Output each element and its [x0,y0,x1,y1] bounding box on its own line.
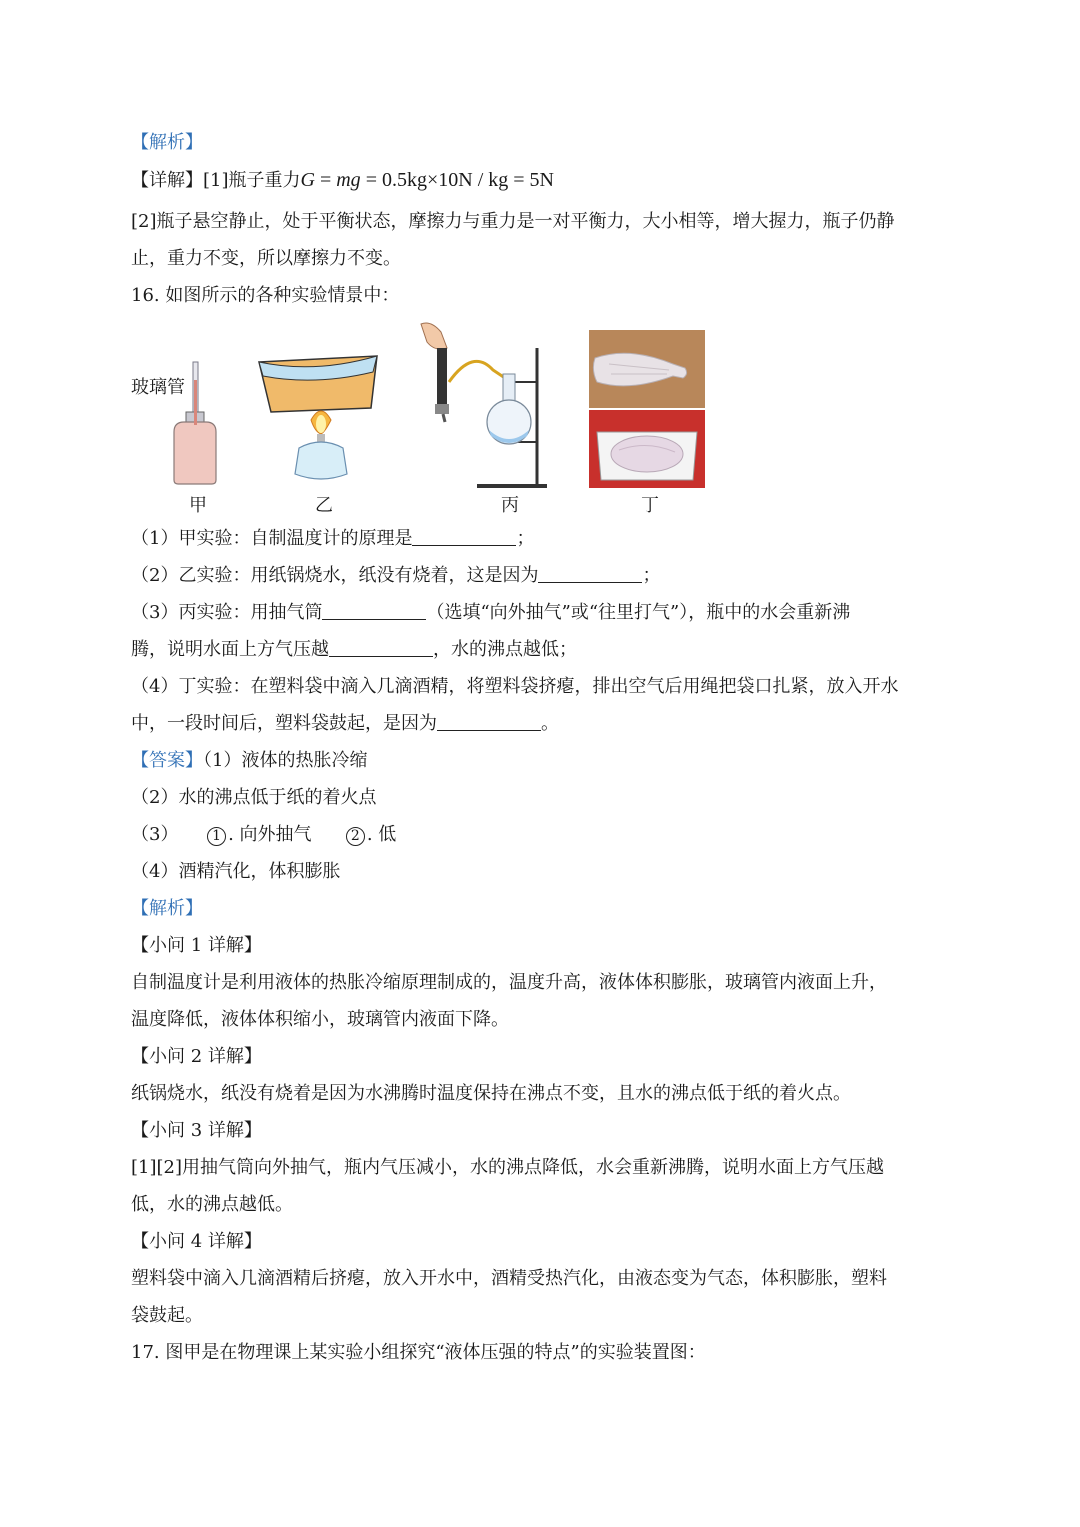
detail-2-line-1: [2]瓶子悬空静止，处于平衡状态，摩擦力与重力是一对平衡力，大小相等，增大握力，瓶子仍静 [131,211,895,232]
answer-line-2: （2）水的沸点低于纸的着火点 [131,787,377,808]
answer-line-3: （3） 1 . 向外抽气 2 . 低 [131,824,397,845]
sub-1-head: 【小问 1 详解】 [131,935,262,956]
fig-label-bing: 丙 [501,495,519,516]
fig-label-yi: 乙 [315,495,333,516]
bottle-thermometer-figure [160,360,240,490]
fig-label-jia: 甲 [189,495,207,516]
answer-blank-4 [329,638,433,657]
sub-3-line-1: [1][2]用抽气筒向外抽气，瓶内气压减小，水的沸点降低，水会重新沸腾，说明水面上方气压越 [131,1157,884,1178]
q16-part-4-line-1: （4）丁实验：在塑料袋中滴入几滴酒精，将塑料袋挤瘪，排出空气后用绳把袋口扎紧，放入开水 [131,676,899,697]
circled-number-1: 1 [207,827,226,846]
detail-2-line-2: 止，重力不变，所以摩擦力不变。 [131,248,401,269]
sub-4-line-2: 袋鼓起。 [131,1305,203,1326]
q16-part-3-line-2: 腾，说明水面上方气压越 ，水的沸点越低； [131,639,577,660]
sub-2-head: 【小问 2 详解】 [131,1046,262,1067]
gravity-formula: G = mg = 0.5kg×10N / kg = 5N [300,169,554,191]
detail-tag: 【详解】 [131,170,203,191]
q16-stem: 16. 如图所示的各种实验情景中： [131,285,400,306]
q16-part-1: （1）甲实验：自制温度计的原理是 ； [131,528,535,549]
paper-pot-figure [255,352,385,490]
q17-stem: 17. 图甲是在物理课上某实验小组探究“液体压强的特点”的实验装置图： [131,1342,706,1363]
q16-part-2: （2）乙实验：用纸锅烧水，纸没有烧着，这是因为 ； [131,565,661,586]
answer-line-1: 【答案】（1）液体的热胀冷缩 [131,750,368,771]
plastic-bag-photo [589,330,705,408]
bag-in-water-photo [589,410,705,488]
fig-label-ding: 丁 [641,495,659,516]
q16-part-4-line-2: 中，一段时间后，塑料袋鼓起，是因为 。 [131,713,559,734]
answer-blank-1 [412,527,516,546]
q16-analysis-tag: 【解析】 [131,898,203,919]
sub-4-line-1: 塑料袋中滴入几滴酒精后挤瘪，放入开水中，酒精受热汽化，由液态变为气态，体积膨胀，塑料 [131,1268,887,1289]
sub-4-head: 【小问 4 详解】 [131,1231,262,1252]
sub-3-head: 【小问 3 详解】 [131,1120,262,1141]
answer-blank-2 [538,564,642,583]
sub-1-line-2: 温度降低，液体体积缩小，玻璃管内液面下降。 [131,1009,509,1030]
answer-line-4: （4）酒精汽化，体积膨胀 [131,861,341,882]
answer-tag: 【答案】 [131,750,203,771]
answer-blank-3 [322,601,426,620]
analysis-tag: 【解析】 [131,132,203,153]
sub-3-line-2: 低，水的沸点越低。 [131,1194,293,1215]
answer-blank-5 [437,712,541,731]
pump-flask-figure [413,318,553,494]
detail-1-prefix: [1]瓶子重力 [203,170,301,191]
detail-line-1 [131,167,554,194]
glass-tube-label: 玻璃管 [131,377,185,398]
circled-number-2: 2 [346,827,365,846]
q16-part-3-line-1: （3）丙实验：用抽气筒 （选填“向外抽气”或“往里打气”），瓶中的水会重新沸 [131,602,851,623]
sub-2-line-1: 纸锅烧水，纸没有烧着是因为水沸腾时温度保持在沸点不变，且水的沸点低于纸的着火点。 [131,1083,851,1104]
sub-1-line-1: 自制温度计是利用液体的热胀冷缩原理制成的，温度升高，液体体积膨胀，玻璃管内液面上升， [131,972,887,993]
